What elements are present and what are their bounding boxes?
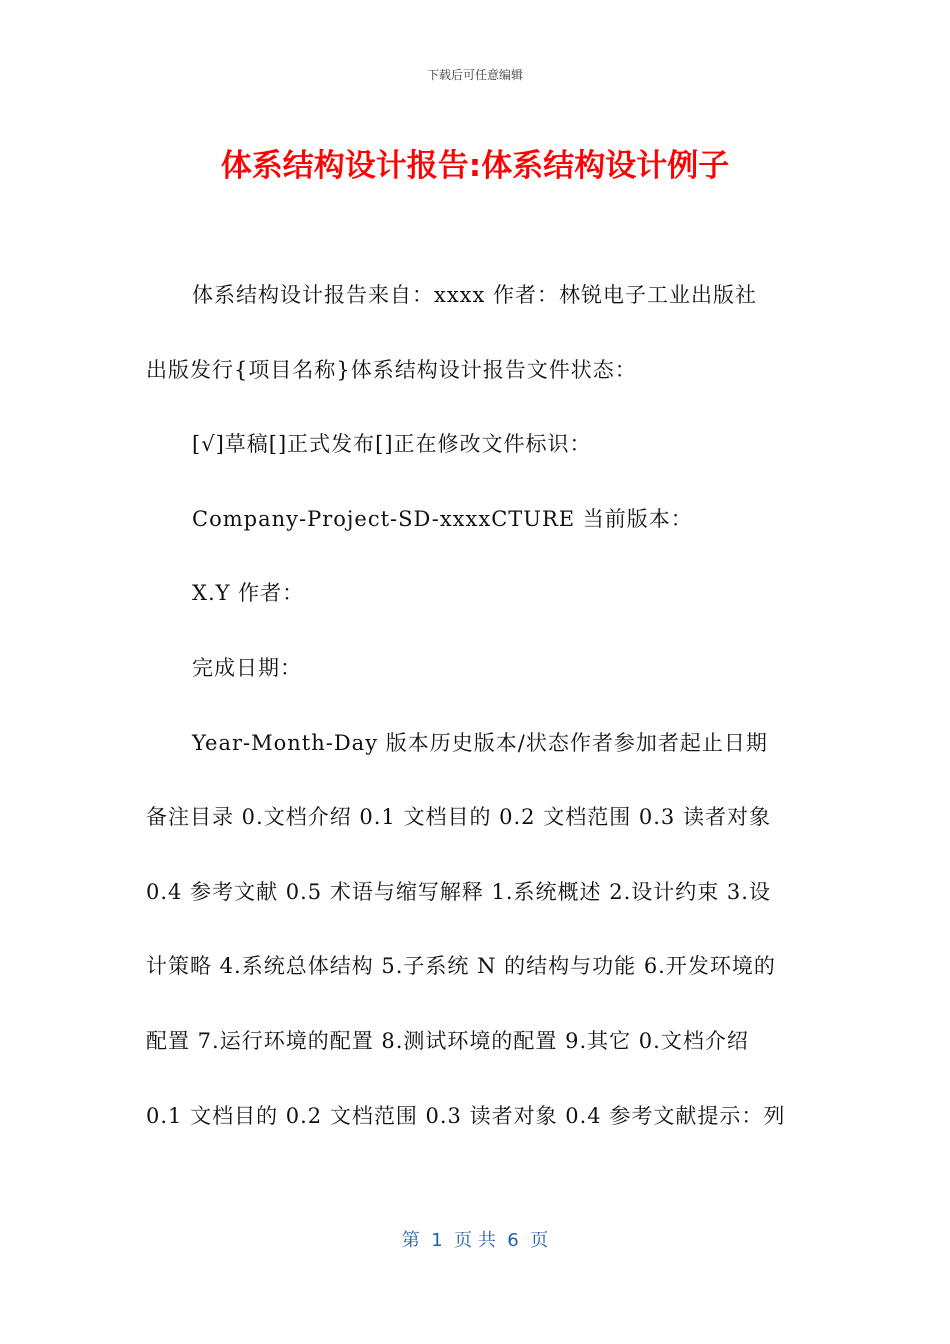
body-line: X.Y 作者： bbox=[192, 581, 305, 606]
body-line: 出版发行{项目名称}体系结构设计报告文件状态： bbox=[146, 357, 637, 382]
body-line: Company-Project-SD-xxxxCTURE 当前版本： bbox=[192, 506, 693, 531]
header-note: 下载后可任意编辑 bbox=[426, 68, 523, 82]
body-line: 配置 7.运行环境的配置 8.测试环境的配置 9.其它 0.文档介绍 bbox=[146, 1028, 749, 1053]
body-line: 完成日期： bbox=[192, 655, 302, 680]
body-line: 0.1 文档目的 0.2 文档范围 0.3 读者对象 0.4 参考文献提示：列 bbox=[146, 1103, 786, 1128]
page-footer: 第 1 页 共 6 页 bbox=[401, 1230, 549, 1251]
body-line: 计策略 4.系统总体结构 5.子系统 N 的结构与功能 6.开发环境的 bbox=[146, 954, 776, 979]
body-line: Year-Month-Day 版本历史版本/状态作者参加者起止日期 bbox=[192, 730, 768, 755]
body-line: 备注目录 0.文档介绍 0.1 文档目的 0.2 文档范围 0.3 读者对象 bbox=[146, 805, 771, 830]
body-line: 0.4 参考文献 0.5 术语与缩写解释 1.系统概述 2.设计约束 3.设 bbox=[146, 879, 771, 904]
document-body bbox=[146, 272, 804, 1167]
document-title: 体系结构设计报告:体系结构设计例子 bbox=[220, 148, 730, 184]
body-line: [√]草稿[]正式发布[]正在修改文件标识： bbox=[192, 432, 592, 457]
body-line: 体系结构设计报告来自：xxxx 作者：林锐电子工业出版社 bbox=[192, 283, 758, 307]
